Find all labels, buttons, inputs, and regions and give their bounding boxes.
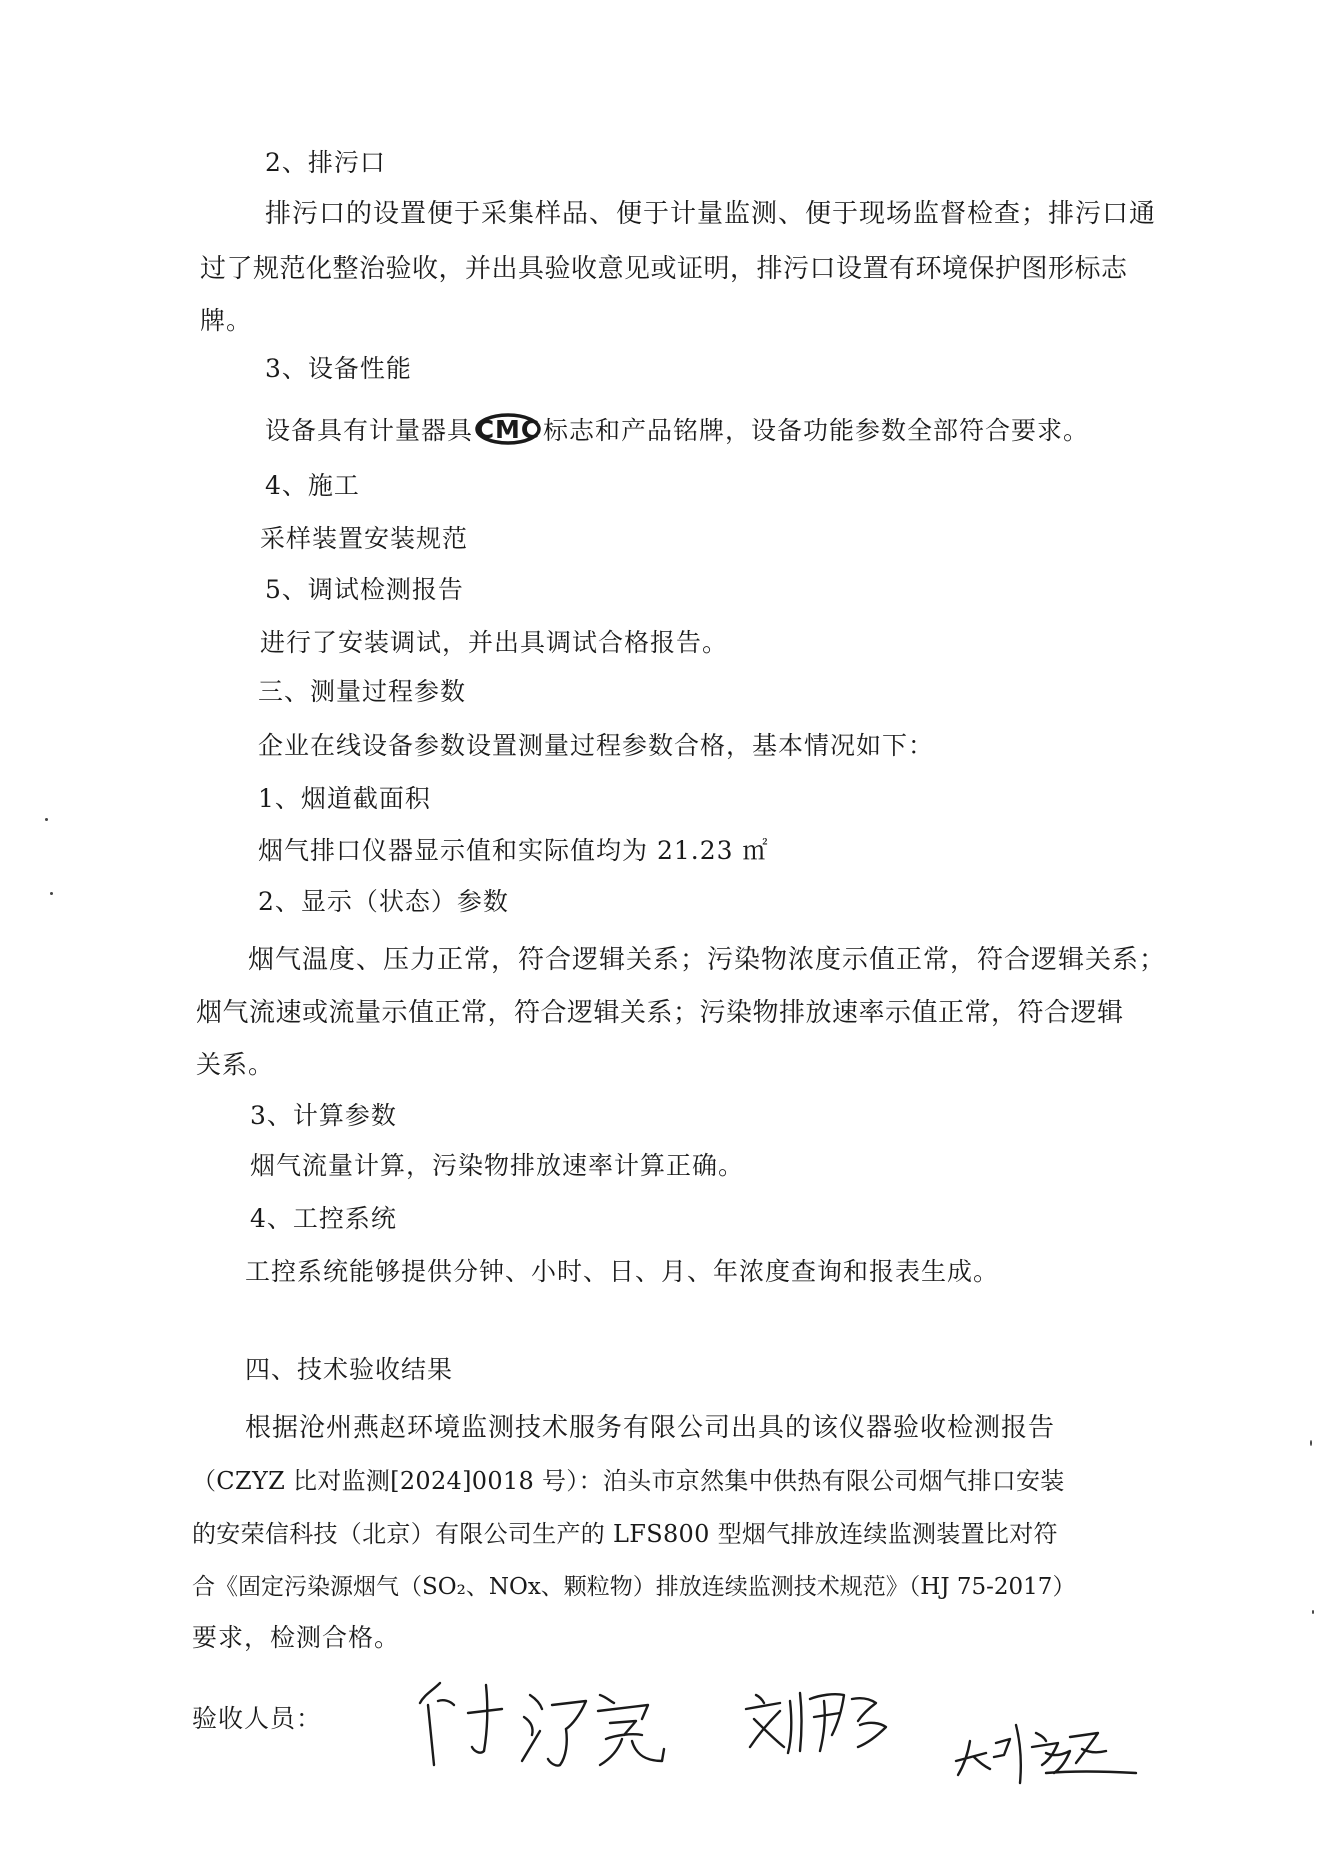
part-3-item-4-heading: 4、工控系统: [250, 1204, 397, 1233]
part-4-para-line-2: （CZYZ 比对监测[2024]0018 号）：泊头市京然集中供热有限公司烟气排口安装: [192, 1467, 1065, 1495]
signature-3: [950, 1705, 1140, 1790]
part-4-para-line-1: 根据沧州燕赵环境监测技术服务有限公司出具的该仪器验收检测报告: [245, 1413, 1056, 1443]
part-3-item-2-para-line-1: 烟气温度、压力正常，符合逻辑关系；污染物浓度示值正常，符合逻辑关系；: [248, 945, 1167, 975]
scan-speck: [1312, 1610, 1314, 1614]
part-4-para-line-5: 要求，检测合格。: [192, 1623, 401, 1652]
part-3-intro: 企业在线设备参数设置测量过程参数合格，基本情况如下：: [258, 731, 935, 760]
section-4-text: 采样装置安装规范: [260, 524, 469, 553]
section-2-heading: 2、排污口: [265, 148, 386, 177]
part-3-heading: 三、测量过程参数: [258, 677, 467, 706]
part-3-item-4-text: 工控系统能够提供分钟、小时、日、月、年浓度查询和报表生成。: [245, 1257, 1000, 1286]
part-3-item-1-heading: 1、烟道截面积: [258, 784, 431, 813]
section-2-para-line-3: 牌。: [200, 306, 253, 335]
part-4-heading: 四、技术验收结果: [245, 1355, 454, 1384]
part-3-item-2-heading: 2、显示（状态）参数: [258, 887, 509, 916]
part-3-item-1-text: 烟气排口仪器显示值和实际值均为 21.23 ㎡: [258, 836, 769, 865]
signature-1: [410, 1665, 675, 1775]
scan-speck: [45, 818, 48, 821]
part-3-item-3-text: 烟气流量计算，污染物排放速率计算正确。: [250, 1151, 745, 1180]
part-3-item-2-para-line-2: 烟气流速或流量示值正常，符合逻辑关系；污染物排放速率示值正常，符合逻辑: [196, 998, 1124, 1028]
cmc-logo-letters: CMC: [475, 415, 541, 444]
section-3-heading: 3、设备性能: [265, 354, 412, 383]
section-5-heading: 5、调试检测报告: [265, 575, 464, 604]
section-2-para-line-1: 排污口的设置便于采集样品、便于计量监测、便于现场监督检查；排污口通: [265, 199, 1157, 229]
part-4-para-line-4: 合《固定污染源烟气（SO₂、NOx、颗粒物）排放连续监测技术规范》（HJ 75-2017）: [192, 1574, 1076, 1600]
section-3-text: [265, 413, 1089, 453]
section-3-text-before: 设备具有计量器具: [265, 416, 474, 445]
section-5-text: 进行了安装调试，并出具调试合格报告。: [260, 628, 729, 657]
section-2-para-line-2: 过了规范化整治验收，并出具验收意见或证明，排污口设置有环境保护图形标志: [200, 254, 1128, 284]
cmc-metrology-logo: [475, 413, 541, 453]
part-3-item-3-heading: 3、计算参数: [250, 1101, 397, 1130]
part-4-para-line-3: 的安荣信科技（北京）有限公司生产的 LFS800 型烟气排放连续监测装置比对符: [192, 1520, 1058, 1548]
scan-speck: [1310, 1440, 1312, 1446]
acceptance-personnel-label: 验收人员：: [192, 1704, 323, 1733]
scan-speck: [50, 892, 53, 895]
section-4-heading: 4、施工: [265, 471, 360, 500]
part-3-item-2-para-line-3: 关系。: [196, 1050, 275, 1079]
section-3-text-after: 标志和产品铭牌，设备功能参数全部符合要求。: [543, 416, 1090, 445]
signature-2: [740, 1675, 900, 1760]
